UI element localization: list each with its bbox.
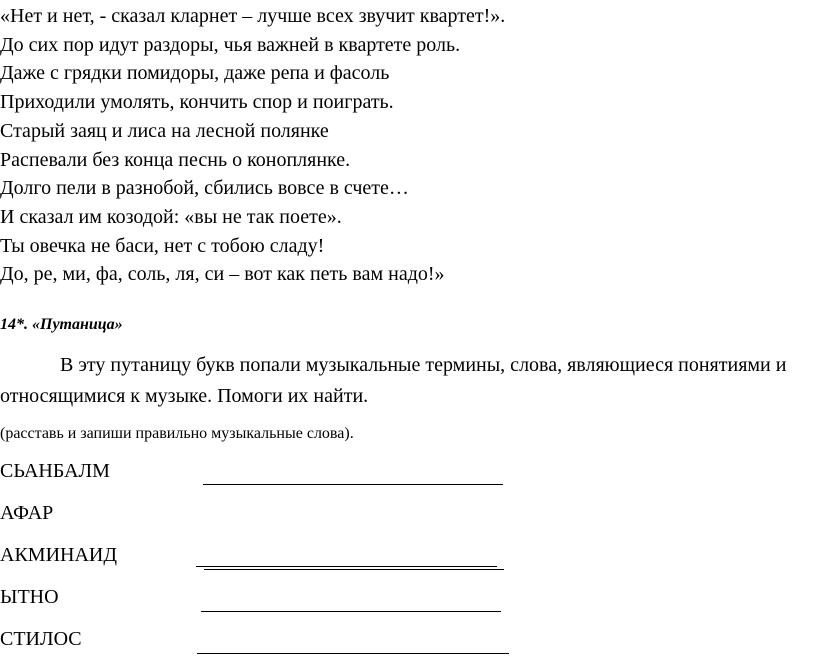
word-row xyxy=(0,540,816,582)
word-row xyxy=(0,624,816,666)
word-row xyxy=(0,582,816,624)
scrambled-word: АКМИНАИД xyxy=(0,544,117,566)
word-row xyxy=(0,498,816,540)
task-instructions: В эту путаницу букв попали музыкальные термины, слова, являющиеся понятиями и относящимися к музыке. Помоги их найти. xyxy=(0,354,787,407)
answer-line[interactable] xyxy=(201,611,501,612)
scrambled-word: СТИЛОС xyxy=(0,628,82,650)
poem-line: До сих пор идут раздоры, чья важней в квартете роль. xyxy=(0,33,461,56)
poem-line: Распевали без конца песнь о коноплянке. xyxy=(0,148,351,171)
scrambled-word: ЫТНО xyxy=(0,586,59,608)
scrambled-word-list xyxy=(0,456,816,666)
answer-line[interactable] xyxy=(203,484,503,485)
poem-line: Ты овечка не баси, нет с тобою сладу! xyxy=(0,234,325,257)
scrambled-word: СЬАНБАЛМ xyxy=(0,460,110,482)
task-heading: 14*. «Путаница» xyxy=(0,316,123,333)
poem-line: Даже с грядки помидоры, даже репа и фасоль xyxy=(0,62,390,85)
poem-line: Приходили умолять, кончить спор и поиграть. xyxy=(0,91,394,114)
poem-line: Долго пели в разнобой, сбились вовсе в счете… xyxy=(0,177,409,200)
answer-line[interactable] xyxy=(197,653,509,654)
poem-line: До, ре, ми, фа, соль, ля, си – вот как петь вам надо!» xyxy=(0,263,445,286)
poem-line: «Нет и нет, - сказал кларнет – лучше всех звучит квартет!». xyxy=(0,5,506,27)
poem xyxy=(0,2,505,289)
answer-line[interactable] xyxy=(204,569,504,570)
poem-line: Старый заяц и лиса на лесной полянке xyxy=(0,119,329,142)
task-note: (расставь и запиши правильно музыкальные слова). xyxy=(0,425,354,442)
word-row xyxy=(0,456,816,498)
scrambled-word: АФАР xyxy=(0,502,54,524)
poem-line: И сказал им козодой: «вы не так поете». xyxy=(0,205,342,228)
